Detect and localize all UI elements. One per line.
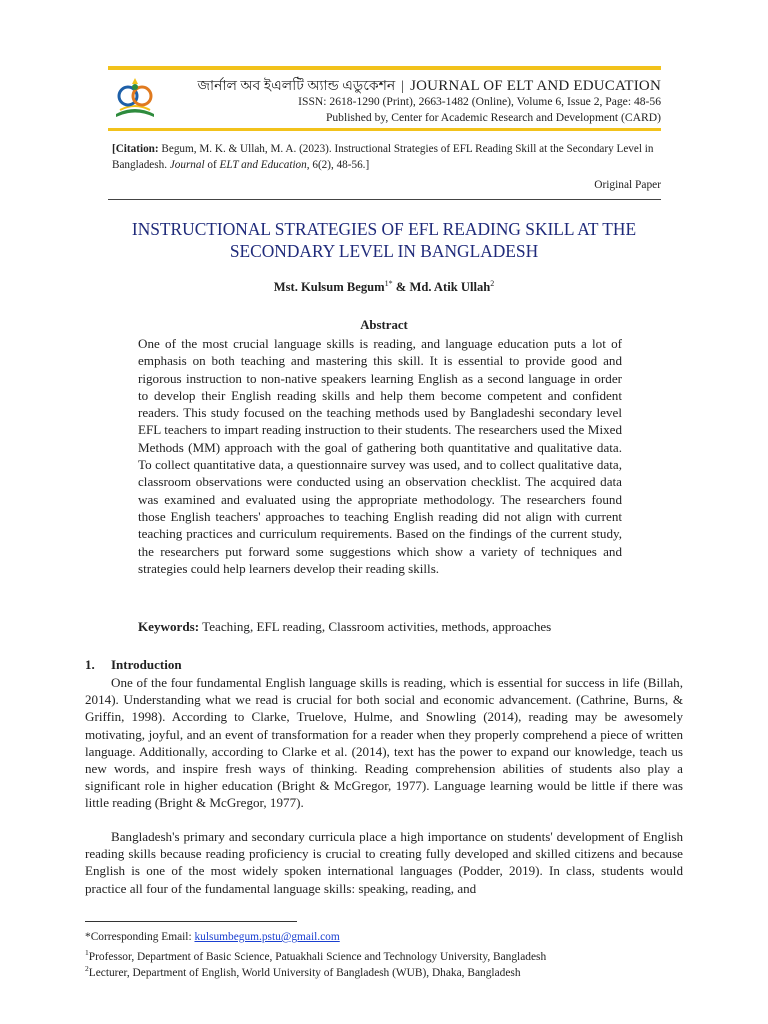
author-2: Md. Atik Ullah — [409, 280, 491, 295]
intro-paragraph-2: Bangladesh's primary and secondary curricula place a high importance on students' development of English reading skills because reading proficiency is crucial to creating fully developed and skilled citizens and because English is one of the most widely spoken international languages (Podder, 2019). In class, students would practice all four of the fundamental language skills: speaking, reading, and — [85, 829, 683, 896]
citation — [112, 141, 662, 173]
journal-name: JOURNAL OF ELT AND EDUCATION — [410, 78, 661, 94]
keywords-text: Teaching, EFL reading, Classroom activities, methods, approaches — [199, 619, 552, 634]
author-2-mark: 2 — [490, 279, 495, 288]
footnote-2-mark: 2 — [85, 964, 89, 973]
bengali-journal-title: জার্নাল অব ইএলটি অ্যান্ড এডুকেশন — [197, 79, 396, 94]
corresponding-email-link[interactable]: kulsumbegum.pstu@gmail.com — [194, 931, 340, 943]
footnote-2 — [85, 964, 521, 979]
citation-label: [Citation: — [112, 143, 159, 155]
citation-divider — [108, 199, 661, 200]
footnote-1 — [85, 948, 546, 963]
footnote-2-text: Lecturer, Department of English, World University of Bangladesh (WUB), Dhaka, Bangladesh — [88, 966, 521, 979]
author-1: Mst. Kulsum Begum — [273, 280, 385, 295]
paper-type: Original Paper — [594, 179, 661, 191]
header-top-rule — [108, 66, 661, 70]
citation-journal-italic-2: ELT and Education — [219, 159, 307, 171]
keywords — [138, 619, 622, 635]
intro-paragraph-1: One of the four fundamental English language skills is reading, which is essential for success in life (Billah, 2014). Understanding what we read is crucial for both social and economic advancement. (Cathrine, Burns, & Griffin, 1998). According to Clarke, Truelove, Hulme, and Snowling (2014), reading may be awesomely motivating, joyful, and an event of transformation for a reader when they properly comprehend a piece of written language. Additionally, according to Clarke et al. (2014), text has the power to expand our knowledge, teach us new words, and inspire fresh ways of thinking. Reading comprehension abilities of students also play a significant role in higher education (Bright & McGregor, 1977). Language learning would be little if there was little reading (Bright & McGregor, 1977). — [85, 675, 683, 811]
header-bottom-rule — [108, 128, 661, 131]
section-heading-introduction — [85, 657, 182, 673]
publisher-line: Published by, Center for Academic Research and Development (CARD) — [325, 111, 661, 124]
issn-line: ISSN: 2618-1290 (Print), 2663-1482 (Online), Volume 6, Issue 2, Page: 48-56 — [298, 95, 661, 108]
citation-volume: , 6(2), 48-56.] — [306, 159, 370, 171]
journal-logo-icon — [110, 74, 160, 124]
footnote-1-text: Professor, Department of Basic Science, Patuakhali Science and Technology University, Bangladesh — [88, 950, 547, 963]
citation-text: Begum, M. K. & Ullah, M. A. (2023). Instructional Strategies of EFL Reading Skill at the Secondary Level in Bangladesh. — [112, 143, 654, 171]
abstract-text: One of the most crucial language skills is reading, and language education puts a lot of emphasis on both teaching and mastering this skill. It is essential to provide good and rigorous instruction to non-native speakers learning English as a second language in order to develop their English reading skills and help them become competent and confident readers. This study focused on the teaching methods used by Bangladeshi secondary level EFL teachers to impart reading instruction to their students. The researchers used the Mixed Methods (MM) approach with the goal of gathering both quantitative and qualitative data. To collect quantitative data, a questionnaire survey was used, and to collect qualitative data, classroom observations were conducted using an observation checklist. The acquired data was examined and evaluated using the appropriate methodology. The researchers found those English teachers' approaches to teaching English reading did not align with current teaching practices and curriculum requirements. Based on the findings of the current study, the researchers put forward some suggestions which show a variety of techniques and strategies could help learners develop their reading skills. — [138, 336, 622, 576]
author-1-mark: 1* — [384, 279, 393, 288]
author-line — [100, 279, 668, 295]
citation-journal-italic-1: Journal — [169, 159, 205, 171]
email-label: *Corresponding Email: — [85, 931, 195, 943]
citation-journal-of: of — [204, 159, 220, 171]
section-number: 1. — [85, 657, 95, 672]
footnote-divider — [85, 921, 297, 922]
author-connector: & — [392, 280, 410, 295]
keywords-label: Keywords: — [138, 619, 200, 634]
header-separator: | — [401, 79, 405, 94]
section-title: Introduction — [111, 657, 182, 672]
footnote-1-mark: 1 — [85, 948, 89, 957]
paper-title: INSTRUCTIONAL STRATEGIES OF EFL READING SKILL AT THE SECONDARY LEVEL IN BANGLADESH — [131, 219, 637, 261]
footnote-email — [85, 931, 340, 943]
abstract-heading: Abstract — [360, 318, 408, 332]
